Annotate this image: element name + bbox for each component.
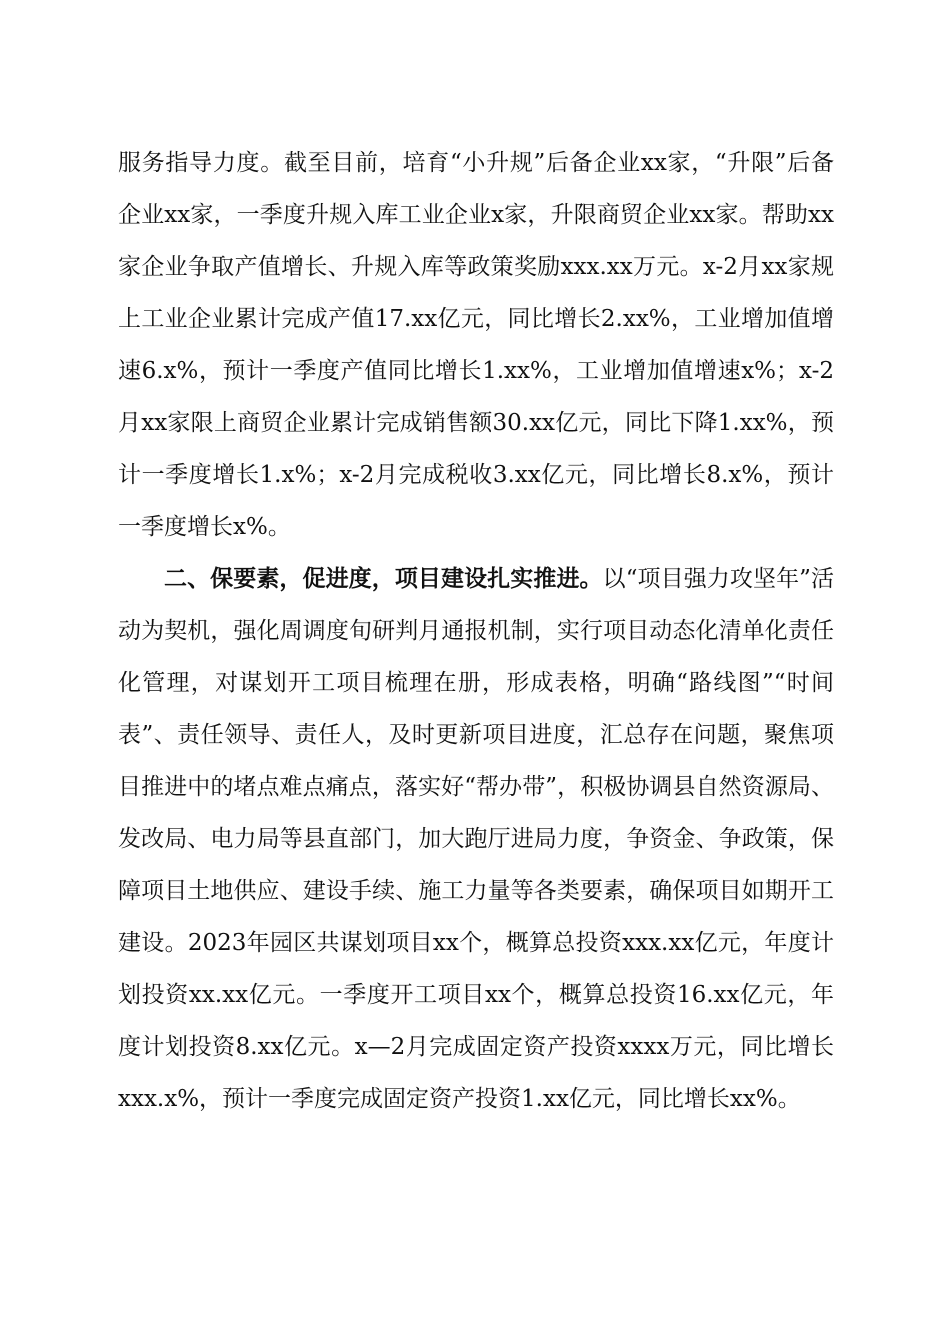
section-body: 以“项目强力攻坚年”活动为契机，强化周调度旬研判月通报机制，实行项目动态化清单化责任化管理，对谋划开工项目梳理在册，形成表格，明确“路线图”“时间表”、责任领导、责任人，及时更新项目进度，汇总存在问题，聚焦项目推进中的堵点难点痛点，落实好“帮办带”，积极协调县自然资源局、发改局、电力局等县直部门，加大跑厅进局力度，争资金、争政策，保障项目土地供应、建设手续、施工力量等各类要素，确保项目如期开工建设。2023年园区共谋划项目xx个，概算总投资xxx.xx亿元，年度计划投资xx.xx亿元。一季度开工项目xx个，概算总投资16.xx亿元，年度计划投资8.xx亿元。x—2月完成固定资产投资xxxx万元，同比增长xxx.x%，预计一季度完成固定资产投资1.xx亿元，同比增长xx%。 bbox=[118, 566, 834, 1112]
paragraph-section-2 bbox=[118, 553, 834, 1125]
document-body bbox=[118, 137, 834, 1125]
paragraph-continued: 服务指导力度。截至目前，培育“小升规”后备企业xx家，“升限”后备企业xx家，一季度升规入库工业企业x家，升限商贸企业xx家。帮助xx家企业争取产值增长、升规入库等政策奖励xxx.xx万元。x-2月xx家规上工业企业累计完成产值17.xx亿元，同比增长2.xx%，工业增加值增速6.x%，预计一季度产值同比增长1.xx%，工业增加值增速x%；x-2月xx家限上商贸企业累计完成销售额30.xx亿元，同比下降1.xx%，预计一季度增长1.x%；x-2月完成税收3.xx亿元，同比增长8.x%，预计一季度增长x%。 bbox=[118, 150, 834, 540]
section-heading: 二、保要素，促进度，项目建设扎实推进。 bbox=[164, 565, 603, 592]
